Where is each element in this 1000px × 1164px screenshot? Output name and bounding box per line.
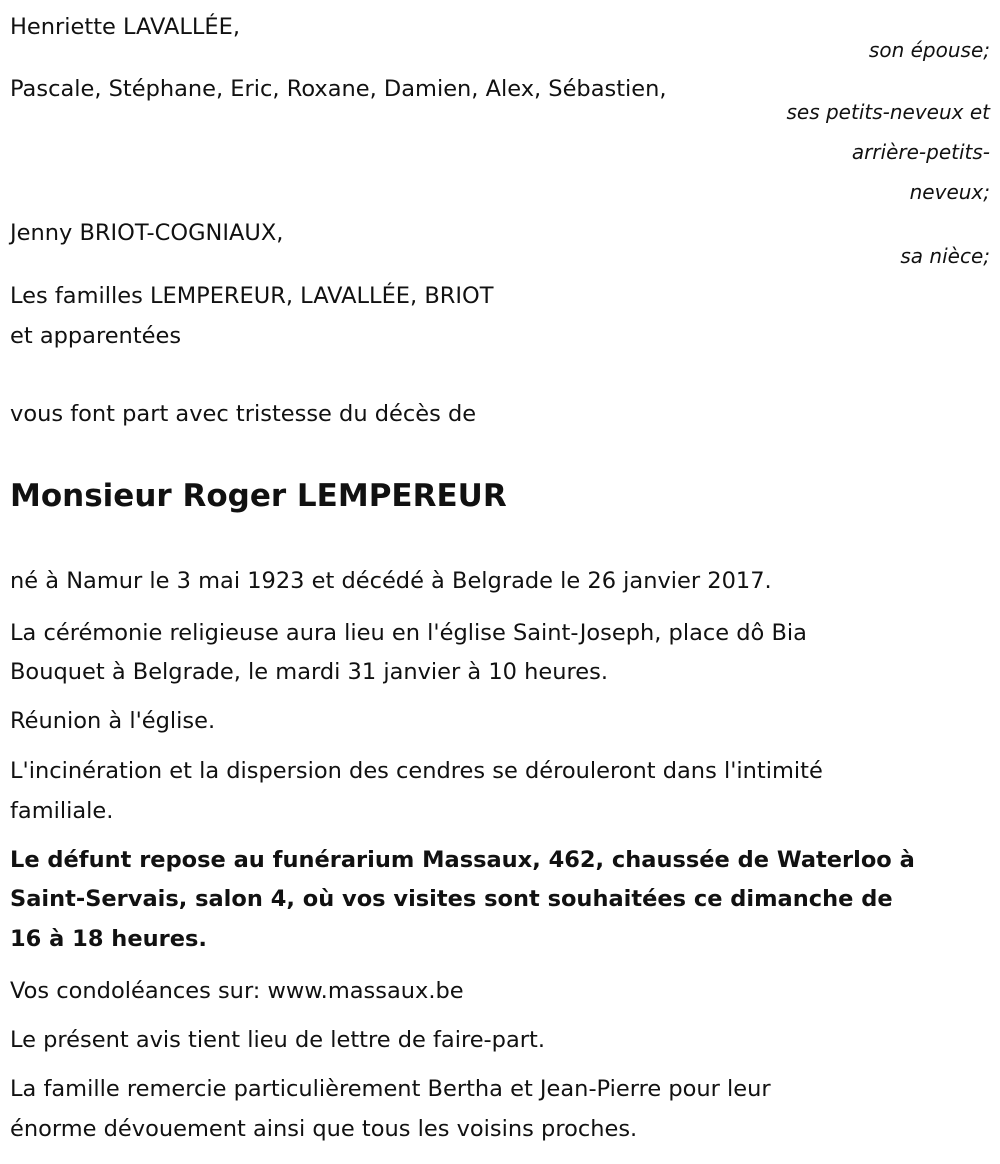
grandnephews-role: ses petits-neveux et [786, 100, 990, 124]
thanks-line: énorme dévouement ainsi que tous les voisins proches. [10, 1116, 638, 1142]
families-line: Les familles LEMPEREUR, LAVALLÉE, BRIOT [10, 283, 494, 309]
visitation-line: Le défunt repose au funérarium Massaux, 462, chaussée de Waterloo à [10, 847, 915, 873]
ceremony-line: Bouquet à Belgrade, le mardi 31 janvier à 10 heures. [10, 659, 608, 685]
niece-role: sa nièce; [900, 244, 990, 268]
condolences: Vos condoléances sur: www.massaux.be [10, 978, 464, 1004]
announcement: vous font part avec tristesse du décès de [10, 401, 477, 427]
deceased-name: Monsieur Roger LEMPEREUR [10, 478, 507, 514]
thanks-line: La famille remercie particulièrement Bertha et Jean-Pierre pour leur [10, 1076, 771, 1102]
grandnephews-names: Pascale, Stéphane, Eric, Roxane, Damien, Alex, Sébastien, [10, 76, 667, 102]
spouse-role: son épouse; [868, 38, 990, 62]
niece-name: Jenny BRIOT-COGNIAUX, [10, 220, 284, 246]
ceremony-line: La cérémonie religieuse aura lieu en l'église Saint-Joseph, place dô Bia [10, 620, 807, 646]
meeting: Réunion à l'église. [10, 708, 216, 734]
grandnephews-role: neveux; [909, 180, 990, 204]
grandnephews-role: arrière-petits- [851, 140, 990, 164]
birth-death: né à Namur le 3 mai 1923 et décédé à Belgrade le 26 janvier 2017. [10, 568, 772, 594]
cremation-line: familiale. [10, 798, 114, 824]
families-line: et apparentées [10, 323, 182, 349]
cremation-line: L'incinération et la dispersion des cendres se dérouleront dans l'intimité [10, 758, 823, 784]
notice: Le présent avis tient lieu de lettre de faire-part. [10, 1027, 545, 1053]
spouse-name: Henriette LAVALLÉE, [10, 14, 241, 40]
visitation-line: 16 à 18 heures. [10, 926, 207, 952]
visitation-line: Saint-Servais, salon 4, où vos visites sont souhaitées ce dimanche de [10, 886, 893, 912]
